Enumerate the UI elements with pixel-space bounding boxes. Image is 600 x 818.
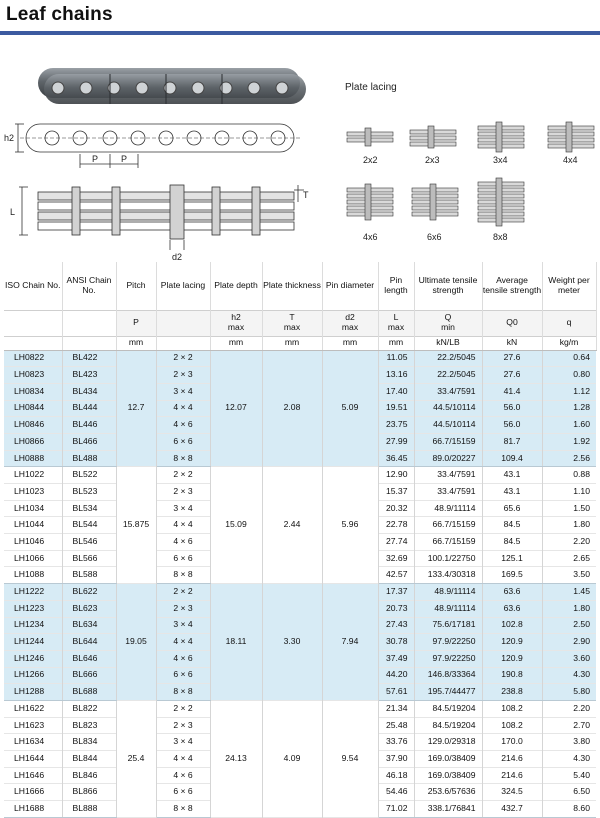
- average-tensile-strength: 65.6: [482, 500, 542, 517]
- lacing-label: 6x6: [427, 232, 442, 242]
- ultimate-tensile-strength: 33.4/7591: [414, 484, 482, 501]
- plate-lacing: 4 × 4: [156, 634, 210, 651]
- ansi-chain-no: BL446: [62, 417, 116, 434]
- pitch-value: 19.05: [116, 584, 156, 701]
- iso-chain-no: LH1222: [4, 584, 62, 601]
- ansi-chain-no: BL866: [62, 784, 116, 801]
- lacing-label: 3x4: [493, 155, 508, 165]
- iso-chain-no: LH0888: [4, 450, 62, 467]
- average-tensile-strength: 324.5: [482, 784, 542, 801]
- average-tensile-strength: 84.5: [482, 517, 542, 534]
- plate-lacing: 3 × 4: [156, 617, 210, 634]
- average-tensile-strength: 214.6: [482, 751, 542, 768]
- ultimate-tensile-strength: 338.1/76841: [414, 801, 482, 818]
- iso-chain-no: LH0823: [4, 367, 62, 384]
- iso-chain-no: LH1234: [4, 617, 62, 634]
- plate-lacing: 4 × 4: [156, 751, 210, 768]
- plate-lacing: 6 × 6: [156, 433, 210, 450]
- ansi-chain-no: BL623: [62, 600, 116, 617]
- average-tensile-strength: 120.9: [482, 650, 542, 667]
- weight-per-meter: 8.60: [542, 801, 596, 818]
- lacing-2x2-icon: [347, 128, 393, 146]
- lacing-6x6-icon: [412, 184, 458, 220]
- plate-lacing: 8 × 8: [156, 801, 210, 818]
- ultimate-tensile-strength: 84.5/19204: [414, 700, 482, 717]
- header-uts: Ultimate tensile strength: [414, 262, 482, 310]
- pin-length: 33.76: [378, 734, 414, 751]
- weight-per-meter: 1.50: [542, 500, 596, 517]
- unit-ansi: [62, 336, 116, 350]
- pin-length: 44.20: [378, 667, 414, 684]
- leaf-chain-spec-table: [4, 262, 597, 818]
- side-view-drawing: [15, 124, 300, 168]
- average-tensile-strength: 238.8: [482, 684, 542, 701]
- header-depth: Plate depth: [210, 262, 262, 310]
- ansi-chain-no: BL466: [62, 433, 116, 450]
- pin-length: 46.18: [378, 767, 414, 784]
- average-tensile-strength: 27.6: [482, 367, 542, 384]
- sym-ansi: [62, 310, 116, 336]
- iso-chain-no: LH1623: [4, 717, 62, 734]
- plate-lacing: 8 × 8: [156, 450, 210, 467]
- sym-ats: Q0: [482, 310, 542, 336]
- unit-lacing: [156, 336, 210, 350]
- lacing-label: 8x8: [493, 232, 508, 242]
- average-tensile-strength: 56.0: [482, 400, 542, 417]
- plate-lacing: 2 × 3: [156, 717, 210, 734]
- header-ansi: ANSI Chain No.: [62, 262, 116, 310]
- pin-length: 11.05: [378, 350, 414, 367]
- pin-d-value: 5.09: [322, 350, 378, 467]
- average-tensile-strength: 169.5: [482, 567, 542, 584]
- pin-length: 27.43: [378, 617, 414, 634]
- unit-ats: kN: [482, 336, 542, 350]
- ansi-chain-no: BL688: [62, 684, 116, 701]
- plate-lacing: 6 × 6: [156, 667, 210, 684]
- table-row: [4, 350, 596, 367]
- average-tensile-strength: 108.2: [482, 717, 542, 734]
- ansi-chain-no: BL588: [62, 567, 116, 584]
- ultimate-tensile-strength: 146.8/33364: [414, 667, 482, 684]
- ansi-chain-no: BL422: [62, 350, 116, 367]
- header-pitch: Pitch: [116, 262, 156, 310]
- iso-chain-no: LH1022: [4, 467, 62, 484]
- pin-length: 54.46: [378, 784, 414, 801]
- ultimate-tensile-strength: 97.9/22250: [414, 634, 482, 651]
- average-tensile-strength: 63.6: [482, 600, 542, 617]
- pin-d-value: 9.54: [322, 700, 378, 817]
- lacing-3x4-icon: [478, 122, 524, 152]
- depth-value: 15.09: [210, 467, 262, 584]
- unit-thickness: mm: [262, 336, 322, 350]
- average-tensile-strength: 41.4: [482, 383, 542, 400]
- ansi-chain-no: BL434: [62, 383, 116, 400]
- iso-chain-no: LH0834: [4, 383, 62, 400]
- ansi-chain-no: BL423: [62, 367, 116, 384]
- ansi-chain-no: BL844: [62, 751, 116, 768]
- plate-lacing: 2 × 2: [156, 584, 210, 601]
- weight-per-meter: 1.80: [542, 517, 596, 534]
- depth-value: 24.13: [210, 700, 262, 817]
- average-tensile-strength: 84.5: [482, 534, 542, 551]
- average-tensile-strength: 170.0: [482, 734, 542, 751]
- unit-pin-length: mm: [378, 336, 414, 350]
- iso-chain-no: LH0844: [4, 400, 62, 417]
- iso-chain-no: LH1666: [4, 784, 62, 801]
- average-tensile-strength: 102.8: [482, 617, 542, 634]
- pin-length: 23.75: [378, 417, 414, 434]
- pitch-value: 25.4: [116, 700, 156, 817]
- header-ats: Average tensile strength: [482, 262, 542, 310]
- ansi-chain-no: BL488: [62, 450, 116, 467]
- sym-pin-length: L max: [378, 310, 414, 336]
- weight-per-meter: 4.30: [542, 751, 596, 768]
- ansi-chain-no: BL522: [62, 467, 116, 484]
- ultimate-tensile-strength: 66.7/15159: [414, 517, 482, 534]
- pin-length: 20.32: [378, 500, 414, 517]
- ansi-chain-no: BL634: [62, 617, 116, 634]
- sym-uts: Q min: [414, 310, 482, 336]
- lacing-4x4-icon: [548, 122, 594, 152]
- ansi-chain-no: BL888: [62, 801, 116, 818]
- average-tensile-strength: 108.2: [482, 700, 542, 717]
- lacing-label: 2x3: [425, 155, 440, 165]
- iso-chain-no: LH1023: [4, 484, 62, 501]
- ansi-chain-no: BL622: [62, 584, 116, 601]
- ultimate-tensile-strength: 33.4/7591: [414, 467, 482, 484]
- header-thickness: Plate thickness: [262, 262, 322, 310]
- iso-chain-no: LH1223: [4, 600, 62, 617]
- pin-length: 57.61: [378, 684, 414, 701]
- ultimate-tensile-strength: 22.2/5045: [414, 367, 482, 384]
- plate-lacing: 3 × 4: [156, 383, 210, 400]
- ultimate-tensile-strength: 48.9/11114: [414, 584, 482, 601]
- iso-chain-no: LH0846: [4, 417, 62, 434]
- average-tensile-strength: 81.7: [482, 433, 542, 450]
- pin-length: 19.51: [378, 400, 414, 417]
- iso-chain-no: LH1644: [4, 751, 62, 768]
- pitch-value: 12.7: [116, 350, 156, 467]
- sym-weight: q: [542, 310, 596, 336]
- ansi-chain-no: BL444: [62, 400, 116, 417]
- plate-lacing: 2 × 3: [156, 600, 210, 617]
- iso-chain-no: LH1266: [4, 667, 62, 684]
- ansi-chain-no: BL566: [62, 550, 116, 567]
- iso-chain-no: LH1088: [4, 567, 62, 584]
- ultimate-tensile-strength: 66.7/15159: [414, 534, 482, 551]
- iso-chain-no: LH1288: [4, 684, 62, 701]
- header-pin-length: Pin length: [378, 262, 414, 310]
- depth-value: 18.11: [210, 584, 262, 701]
- pin-length: 42.57: [378, 567, 414, 584]
- average-tensile-strength: 109.4: [482, 450, 542, 467]
- ultimate-tensile-strength: 48.9/11114: [414, 500, 482, 517]
- pin-length: 22.78: [378, 517, 414, 534]
- weight-per-meter: 2.70: [542, 717, 596, 734]
- header-lacing: Plate lacing: [156, 262, 210, 310]
- ansi-chain-no: BL644: [62, 634, 116, 651]
- lacing-diagrams: [347, 122, 594, 226]
- average-tensile-strength: 43.1: [482, 484, 542, 501]
- title-rule: [0, 31, 600, 35]
- weight-per-meter: 2.90: [542, 634, 596, 651]
- pin-length: 32.69: [378, 550, 414, 567]
- ansi-chain-no: BL822: [62, 700, 116, 717]
- pin-d-value: 5.96: [322, 467, 378, 584]
- weight-per-meter: 1.10: [542, 484, 596, 501]
- ansi-chain-no: BL646: [62, 650, 116, 667]
- table-row: [4, 467, 596, 484]
- weight-per-meter: 3.60: [542, 650, 596, 667]
- h2-label: h2: [4, 133, 15, 143]
- pin-length: 12.90: [378, 467, 414, 484]
- weight-per-meter: 2.20: [542, 534, 596, 551]
- ultimate-tensile-strength: 169.0/38409: [414, 751, 482, 768]
- weight-per-meter: 2.56: [542, 450, 596, 467]
- thickness-value: 4.09: [262, 700, 322, 817]
- iso-chain-no: LH0866: [4, 433, 62, 450]
- weight-per-meter: 0.88: [542, 467, 596, 484]
- weight-per-meter: 3.80: [542, 734, 596, 751]
- sym-pitch: P: [116, 310, 156, 336]
- sym-lacing: [156, 310, 210, 336]
- weight-per-meter: 1.60: [542, 417, 596, 434]
- weight-per-meter: 1.12: [542, 383, 596, 400]
- iso-chain-no: LH1244: [4, 634, 62, 651]
- pitch-label-1: P: [92, 154, 99, 164]
- table-row: [4, 700, 596, 717]
- iso-chain-no: LH1046: [4, 534, 62, 551]
- leaf-chain-photo: [38, 68, 306, 104]
- pin-length: 36.45: [378, 450, 414, 467]
- length-label: L: [10, 207, 16, 217]
- pin-length: 37.90: [378, 751, 414, 768]
- iso-chain-no: LH1646: [4, 767, 62, 784]
- ultimate-tensile-strength: 33.4/7591: [414, 383, 482, 400]
- average-tensile-strength: 125.1: [482, 550, 542, 567]
- iso-chain-no: LH0822: [4, 350, 62, 367]
- pin-length: 37.49: [378, 650, 414, 667]
- pin-length: 15.37: [378, 484, 414, 501]
- plate-lacing: 2 × 2: [156, 700, 210, 717]
- weight-per-meter: 1.92: [542, 433, 596, 450]
- iso-chain-no: LH1622: [4, 700, 62, 717]
- ansi-chain-no: BL823: [62, 717, 116, 734]
- lacing-label: 4x4: [563, 155, 578, 165]
- average-tensile-strength: 27.6: [482, 350, 542, 367]
- iso-chain-no: LH1034: [4, 500, 62, 517]
- ultimate-tensile-strength: 48.9/11114: [414, 600, 482, 617]
- pin-length: 25.48: [378, 717, 414, 734]
- plate-lacing: 4 × 6: [156, 767, 210, 784]
- unit-iso: [4, 336, 62, 350]
- ultimate-tensile-strength: 75.6/17181: [414, 617, 482, 634]
- average-tensile-strength: 190.8: [482, 667, 542, 684]
- table-body: [4, 350, 596, 817]
- ultimate-tensile-strength: 44.5/10114: [414, 400, 482, 417]
- plate-lacing: 2 × 3: [156, 367, 210, 384]
- top-view-drawing: [19, 185, 304, 250]
- average-tensile-strength: 43.1: [482, 467, 542, 484]
- unit-pitch: mm: [116, 336, 156, 350]
- weight-per-meter: 3.50: [542, 567, 596, 584]
- weight-per-meter: 5.80: [542, 684, 596, 701]
- ultimate-tensile-strength: 169.0/38409: [414, 767, 482, 784]
- plate-lacing: 4 × 6: [156, 534, 210, 551]
- weight-per-meter: 1.45: [542, 584, 596, 601]
- ultimate-tensile-strength: 129.0/29318: [414, 734, 482, 751]
- weight-per-meter: 0.80: [542, 367, 596, 384]
- plate-lacing: 4 × 4: [156, 517, 210, 534]
- ultimate-tensile-strength: 22.2/5045: [414, 350, 482, 367]
- average-tensile-strength: 432.7: [482, 801, 542, 818]
- plate-lacing: 3 × 4: [156, 734, 210, 751]
- weight-per-meter: 1.28: [542, 400, 596, 417]
- unit-uts: kN/LB: [414, 336, 482, 350]
- unit-depth: mm: [210, 336, 262, 350]
- header-iso: ISO Chain No.: [4, 262, 62, 310]
- plate-lacing-title: Plate lacing: [345, 82, 397, 93]
- average-tensile-strength: 56.0: [482, 417, 542, 434]
- sym-iso: [4, 310, 62, 336]
- ultimate-tensile-strength: 195.7/44477: [414, 684, 482, 701]
- weight-per-meter: 1.80: [542, 600, 596, 617]
- ultimate-tensile-strength: 100.1/22750: [414, 550, 482, 567]
- weight-per-meter: 2.50: [542, 617, 596, 634]
- ultimate-tensile-strength: 97.9/22250: [414, 650, 482, 667]
- pin-length: 71.02: [378, 801, 414, 818]
- pitch-value: 15.875: [116, 467, 156, 584]
- ansi-chain-no: BL523: [62, 484, 116, 501]
- plate-lacing: 8 × 8: [156, 567, 210, 584]
- thickness-label: T: [303, 190, 309, 200]
- thickness-value: 2.08: [262, 350, 322, 467]
- pin-length: 13.16: [378, 367, 414, 384]
- weight-per-meter: 0.64: [542, 350, 596, 367]
- ansi-chain-no: BL546: [62, 534, 116, 551]
- ultimate-tensile-strength: 44.5/10114: [414, 417, 482, 434]
- header-pin-diameter: Pin diameter: [322, 262, 378, 310]
- iso-chain-no: LH1634: [4, 734, 62, 751]
- average-tensile-strength: 214.6: [482, 767, 542, 784]
- ansi-chain-no: BL846: [62, 767, 116, 784]
- plate-lacing: 6 × 6: [156, 784, 210, 801]
- plate-lacing: 4 × 4: [156, 400, 210, 417]
- lacing-2x3-icon: [410, 126, 456, 148]
- pin-length: 17.37: [378, 584, 414, 601]
- pin-length: 21.34: [378, 700, 414, 717]
- weight-per-meter: 2.20: [542, 700, 596, 717]
- plate-lacing: 3 × 4: [156, 500, 210, 517]
- table-row: [4, 584, 596, 601]
- sym-thickness: T max: [262, 310, 322, 336]
- plate-lacing: 2 × 2: [156, 467, 210, 484]
- pitch-label-2: P: [121, 154, 128, 164]
- pin-d-value: 7.94: [322, 584, 378, 701]
- ansi-chain-no: BL666: [62, 667, 116, 684]
- unit-weight: kg/m: [542, 336, 596, 350]
- chain-drawings: [0, 40, 600, 262]
- header-weight: Weight per meter: [542, 262, 596, 310]
- plate-lacing: 6 × 6: [156, 550, 210, 567]
- pin-length: 27.74: [378, 534, 414, 551]
- weight-per-meter: 5.40: [542, 767, 596, 784]
- thickness-value: 2.44: [262, 467, 322, 584]
- average-tensile-strength: 63.6: [482, 584, 542, 601]
- iso-chain-no: LH1688: [4, 801, 62, 818]
- iso-chain-no: LH1066: [4, 550, 62, 567]
- iso-chain-no: LH1044: [4, 517, 62, 534]
- ansi-chain-no: BL834: [62, 734, 116, 751]
- lacing-label: 4x6: [363, 232, 378, 242]
- iso-chain-no: LH1246: [4, 650, 62, 667]
- ansi-chain-no: BL544: [62, 517, 116, 534]
- weight-per-meter: 2.65: [542, 550, 596, 567]
- plate-lacing: 4 × 6: [156, 650, 210, 667]
- pin-diameter-label: d2: [172, 252, 183, 262]
- depth-value: 12.07: [210, 350, 262, 467]
- figures-area: [0, 40, 600, 262]
- lacing-label: 2x2: [363, 155, 378, 165]
- unit-pin-diameter: mm: [322, 336, 378, 350]
- sym-pin-diameter: d2 max: [322, 310, 378, 336]
- thickness-value: 3.30: [262, 584, 322, 701]
- weight-per-meter: 4.30: [542, 667, 596, 684]
- average-tensile-strength: 120.9: [482, 634, 542, 651]
- ultimate-tensile-strength: 84.5/19204: [414, 717, 482, 734]
- ultimate-tensile-strength: 89.0/20227: [414, 450, 482, 467]
- ultimate-tensile-strength: 133.4/30318: [414, 567, 482, 584]
- lacing-8x8-icon: [478, 178, 524, 226]
- pin-length: 30.78: [378, 634, 414, 651]
- pin-length: 27.99: [378, 433, 414, 450]
- plate-lacing: 4 × 6: [156, 417, 210, 434]
- plate-lacing: 2 × 2: [156, 350, 210, 367]
- ultimate-tensile-strength: 253.6/57636: [414, 784, 482, 801]
- sym-depth: h2 max: [210, 310, 262, 336]
- ansi-chain-no: BL534: [62, 500, 116, 517]
- lacing-4x6-icon: [347, 184, 393, 220]
- plate-lacing: 8 × 8: [156, 684, 210, 701]
- weight-per-meter: 6.50: [542, 784, 596, 801]
- page-title: Leaf chains: [6, 4, 113, 25]
- ultimate-tensile-strength: 66.7/15159: [414, 433, 482, 450]
- pin-length: 17.40: [378, 383, 414, 400]
- plate-lacing: 2 × 3: [156, 484, 210, 501]
- pin-length: 20.73: [378, 600, 414, 617]
